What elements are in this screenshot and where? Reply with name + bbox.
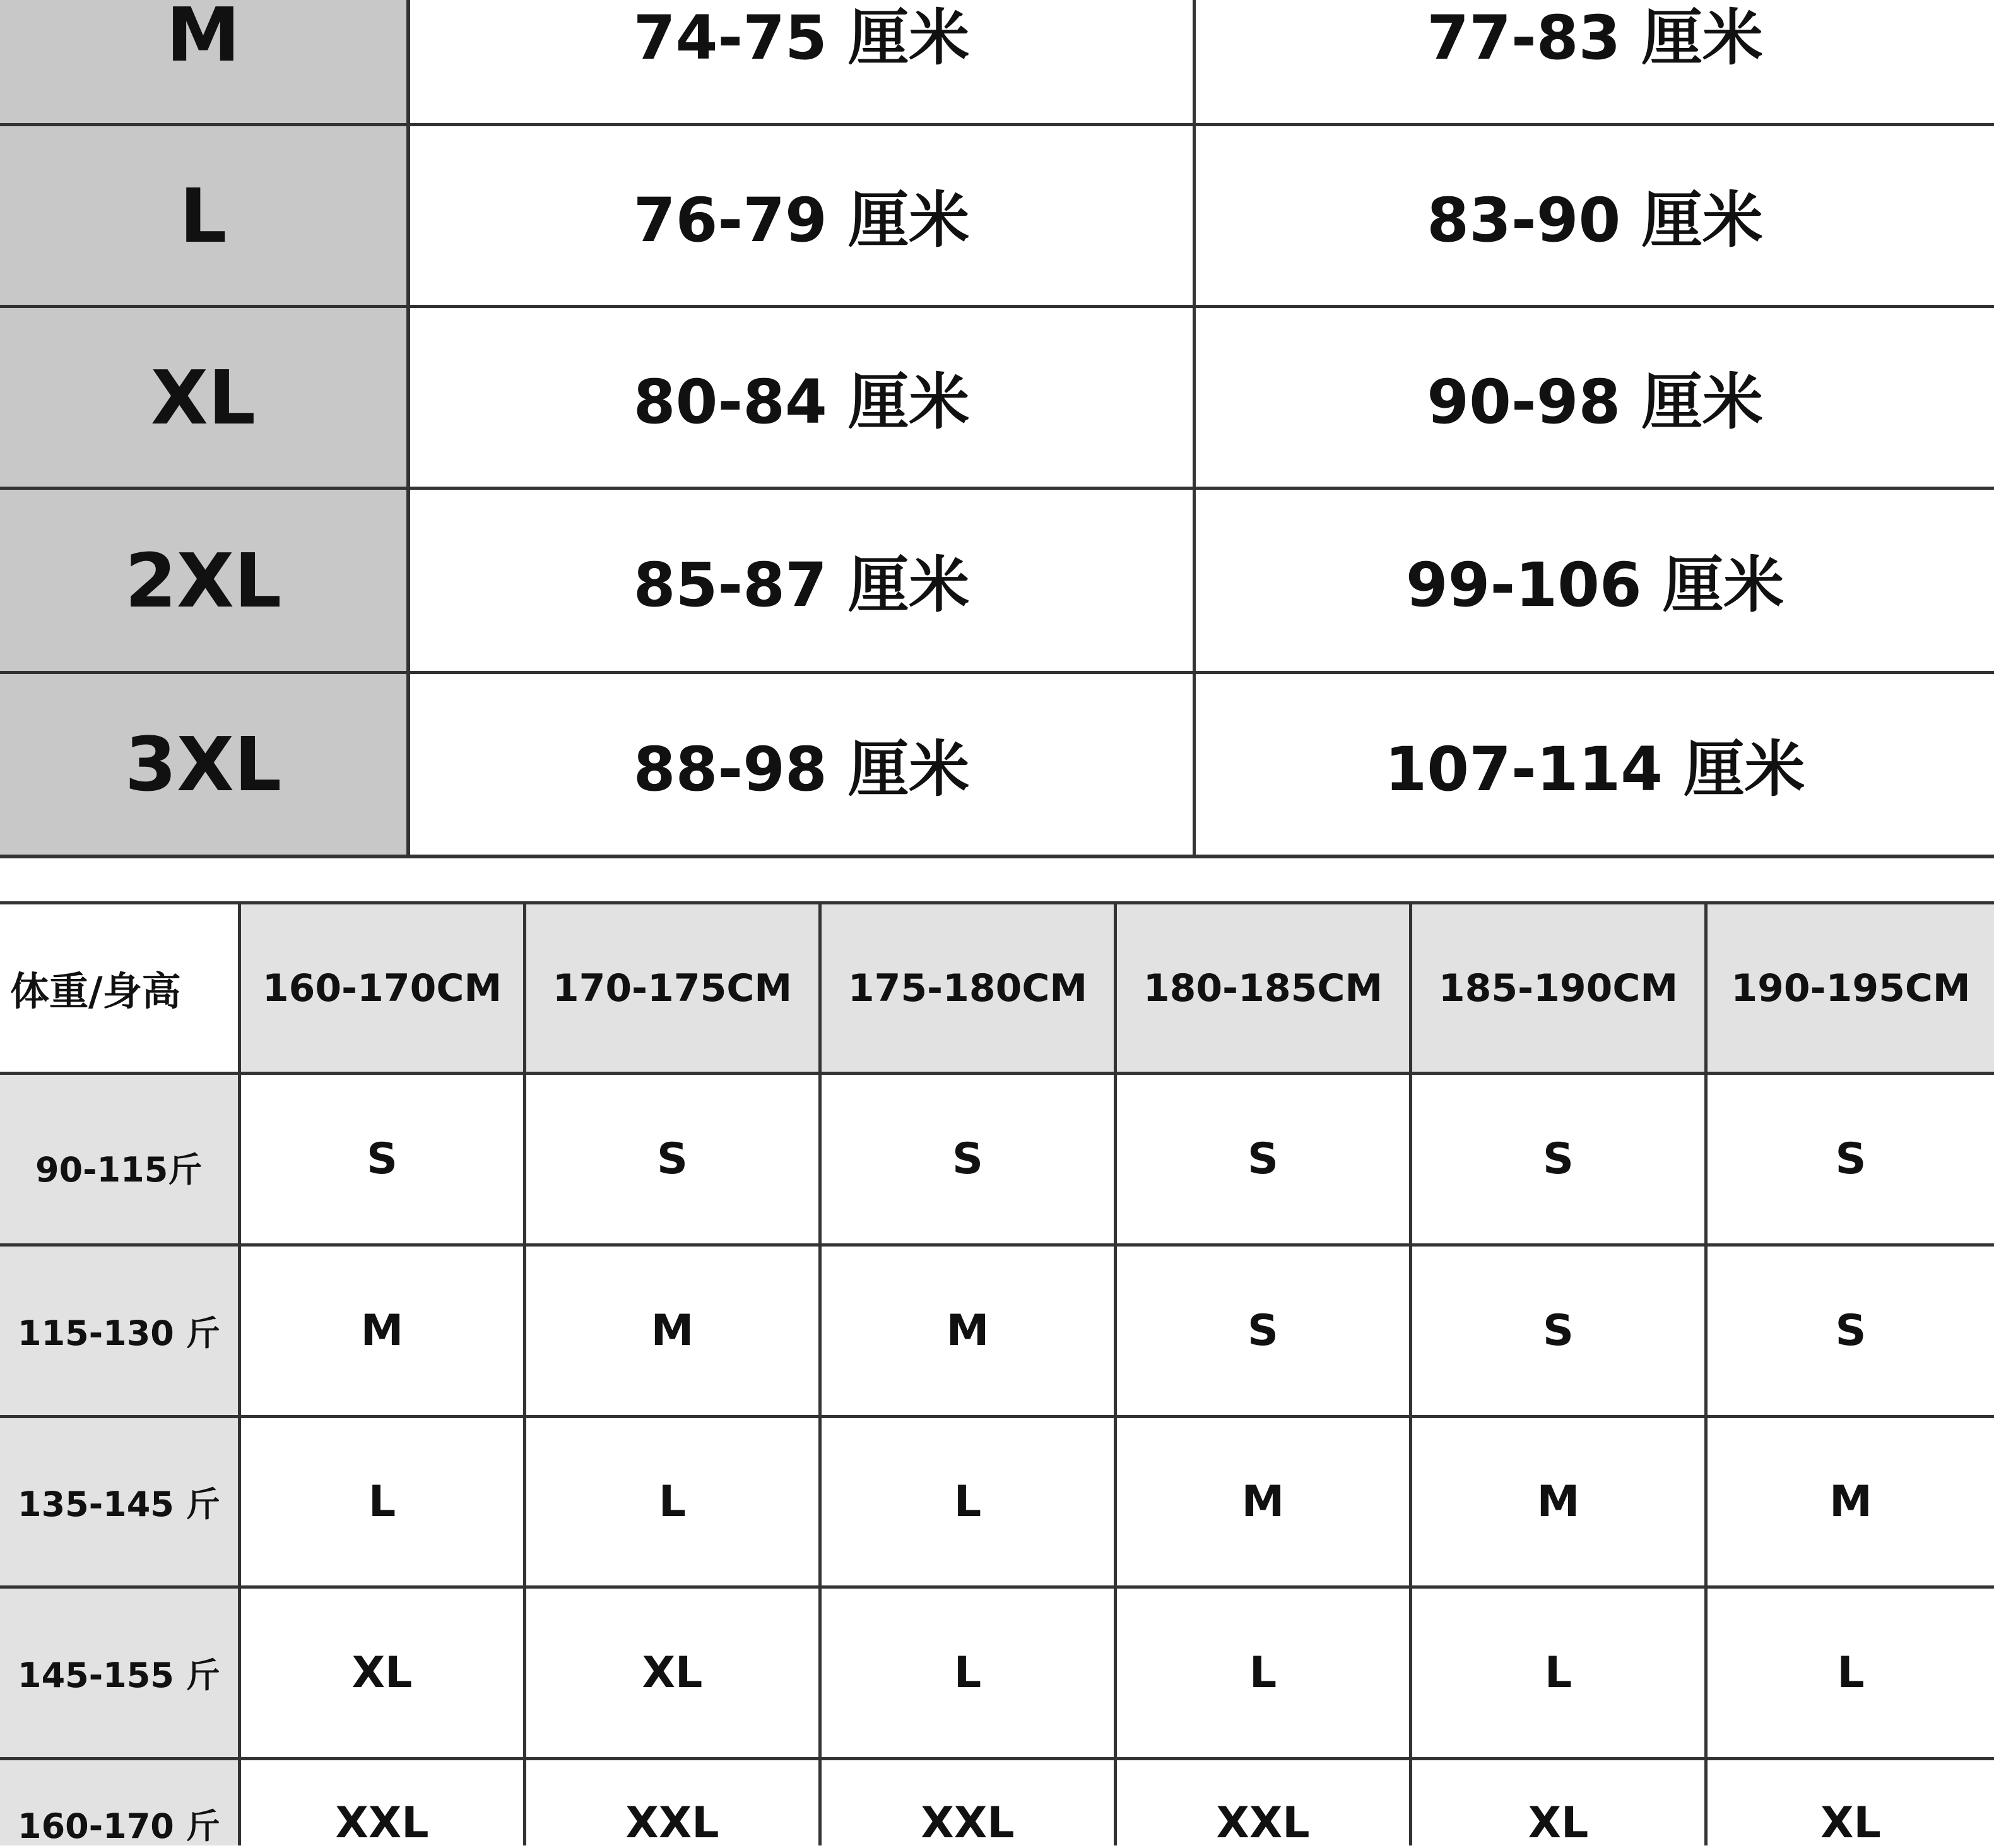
size-cell: M [241, 1247, 526, 1415]
size-label: L [0, 126, 410, 305]
size-cell: M [1412, 1418, 1708, 1585]
measurement-b: 83-90 厘米 [1427, 185, 1763, 256]
size-label: 2XL [0, 490, 410, 671]
measurement-a: 76-79 厘米 [410, 126, 1196, 305]
measurement-b: 77-83 厘米 [1427, 3, 1763, 73]
height-header: 190-195CM [1708, 904, 1994, 1072]
fit-table-row [0, 1075, 1994, 1247]
size-cell: S [241, 1075, 526, 1243]
size-cell: S [1412, 1247, 1708, 1415]
height-header: 180-185CM [1117, 904, 1412, 1072]
measurement-a: 74-75 厘米 [410, 0, 1196, 123]
weight-label: 145-155 斤 [0, 1589, 241, 1757]
size-cell: XXL [241, 1760, 526, 1845]
height-header: 185-190CM [1412, 904, 1708, 1072]
size-cell: L [1708, 1589, 1994, 1757]
size-row-m [0, 0, 1994, 126]
size-row-3xl [0, 674, 1994, 855]
weight-label: 135-145 斤 [0, 1418, 241, 1585]
weight-height-fit-table [0, 901, 1994, 1848]
size-label: XL [0, 308, 410, 487]
size-cell: XL [1708, 1760, 1994, 1845]
size-cell: M [526, 1247, 822, 1415]
size-measurement-table [0, 0, 1994, 858]
size-cell: L [526, 1418, 822, 1585]
size-label: 3XL [0, 674, 410, 855]
measurement-a: 88-98 厘米 [410, 674, 1196, 855]
size-cell: XL [1412, 1760, 1708, 1845]
fit-table-row [0, 1247, 1994, 1418]
size-cell: M [1117, 1418, 1412, 1585]
size-cell: L [241, 1418, 526, 1585]
size-cell: XXL [526, 1760, 822, 1845]
fit-table-row [0, 1418, 1994, 1589]
height-header: 160-170CM [241, 904, 526, 1072]
weight-label: 90-115斤 [0, 1075, 241, 1243]
size-cell: XXL [1117, 1760, 1412, 1845]
corner-label: 体重/身高 [0, 904, 241, 1072]
size-cell: M [1708, 1418, 1994, 1585]
weight-label: 160-170 斤 [0, 1760, 241, 1845]
size-row-2xl [0, 490, 1994, 674]
size-cell: S [526, 1075, 822, 1243]
measurement-a: 85-87 厘米 [410, 490, 1196, 671]
height-header: 170-175CM [526, 904, 822, 1072]
size-cell: XL [526, 1589, 822, 1757]
fit-table-row [0, 1760, 1994, 1848]
size-cell: S [1708, 1247, 1994, 1415]
size-cell: S [1708, 1075, 1994, 1243]
size-cell: L [822, 1589, 1117, 1757]
measurement-b: 99-106 厘米 [1405, 550, 1785, 620]
size-cell: L [1412, 1589, 1708, 1757]
size-cell: S [822, 1075, 1117, 1243]
measurement-b: 90-98 厘米 [1427, 367, 1763, 437]
height-header: 175-180CM [822, 904, 1117, 1072]
fit-table-header-row [0, 901, 1994, 1075]
measurement-a: 80-84 厘米 [410, 308, 1196, 487]
size-row-xl [0, 308, 1994, 490]
size-cell: L [1117, 1589, 1412, 1757]
size-label: M [0, 0, 410, 123]
size-cell: XXL [822, 1760, 1117, 1845]
size-row-l [0, 126, 1994, 308]
size-cell: XL [241, 1589, 526, 1757]
measurement-b: 107-114 厘米 [1384, 733, 1805, 805]
fit-table-row [0, 1589, 1994, 1760]
weight-label: 115-130 斤 [0, 1247, 241, 1415]
size-cell: L [822, 1418, 1117, 1585]
size-cell: M [822, 1247, 1117, 1415]
size-cell: S [1117, 1075, 1412, 1243]
size-cell: S [1117, 1247, 1412, 1415]
size-cell: S [1412, 1075, 1708, 1243]
